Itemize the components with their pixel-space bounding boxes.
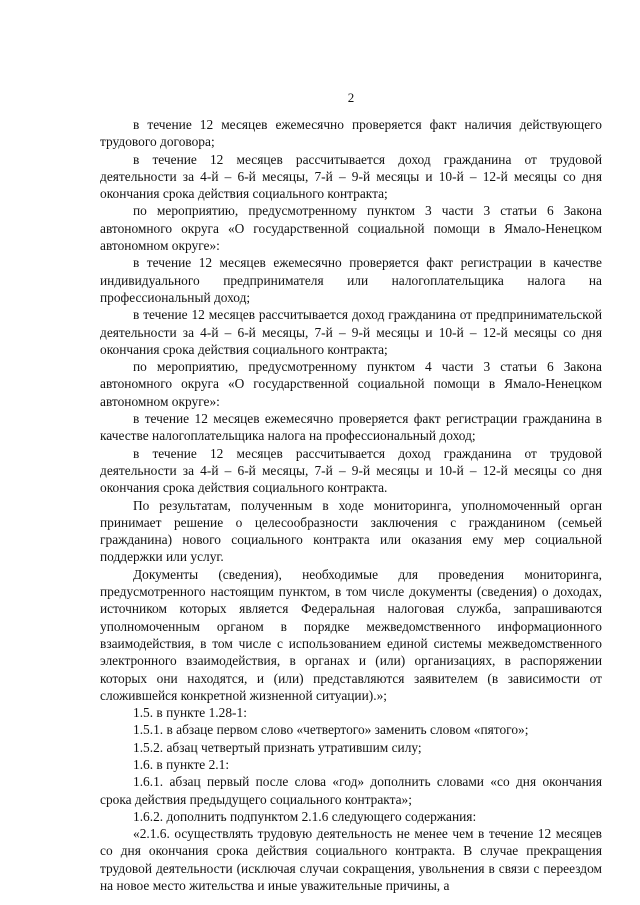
paragraph: по мероприятию, предусмотренному пунктом 4 части 3 статьи 6 Закона автономного округа «О государственной социальной помощи в Ямало-Ненецком автономном округе»: <box>100 359 602 409</box>
paragraph: «2.1.6. осуществлять трудовую деятельность не менее чем в течение 12 месяцев со дня окончания срока действия социального контракта. В случае прекращения трудовой деятельности (исключая случаи сокращения, увольнения в связи с переездом на новое место жительства и иные уважительные причины, а <box>100 826 602 894</box>
paragraph: 1.6.2. дополнить подпунктом 2.1.6 следующего содержания: <box>133 808 477 824</box>
paragraph: по мероприятию, предусмотренному пунктом 3 части 3 статьи 6 Закона автономного округа «О государственной социальной помощи в Ямало-Ненецком автономном округе»: <box>100 203 602 254</box>
paragraph: в течение 12 месяцев рассчитывается доход гражданина от трудовой деятельности за 4-й – 6-й месяцы, 7-й – 9-й месяцы и 10-й – 12-й месяцы со дня окончания срока действия социального контракта; <box>100 151 602 202</box>
page-number: 2 <box>347 90 355 105</box>
paragraph: 1.5.1. в абзаце первом слово «четвертого» заменить словом «пятого»; <box>133 722 529 738</box>
paragraph: Документы (сведения), необходимые для проведения мониторинга, предусмотренного настоящим пунктом, в том числе документы (сведения) о доходах, источником которых является Федеральная налоговая служба, запрашиваются уполномоченным органом в порядке межведомственного информационного взаимодействия, в том числе с использованием единой системы межведомственного электронного взаимодействия, в органах и (или) организациях, в распоряжении которых они находятся, и (или) представляются заявителем (в зависимости от сложившейся конкретной жизненной ситуации).»; <box>100 566 602 703</box>
paragraph: в течение 12 месяцев ежемесячно проверяется факт наличия действующего трудового договора; <box>100 117 602 150</box>
paragraph: 1.6.1. абзац первый после слова «год» дополнить словами «со дня окончания срока действия предыдущего социального контракта»; <box>100 774 602 807</box>
document-body <box>100 116 602 894</box>
paragraph: 1.6. в пункте 2.1: <box>133 756 230 772</box>
document-page <box>100 90 602 894</box>
paragraph: в течение 12 месяцев ежемесячно проверяется факт регистрации гражданина в качестве налогоплательщика налога на профессиональный доход; <box>100 411 602 444</box>
paragraph: в течение 12 месяцев рассчитывается доход гражданина от трудовой деятельности за 4-й – 6-й месяцы, 7-й – 9-й месяцы и 10-й – 12-й месяцы со дня окончания срока действия социального контракта. <box>100 445 602 496</box>
paragraph: 1.5. в пункте 1.28-1: <box>133 705 247 721</box>
paragraph: в течение 12 месяцев рассчитывается доход гражданина от предпринимательской деятельности за 4-й – 6-й месяцы, 7-й – 9-й месяцы и 10-й – 12-й месяцы со дня окончания срока действия социального контракта; <box>100 307 602 357</box>
paragraph: в течение 12 месяцев ежемесячно проверяется факт регистрации в качестве индивидуального предпринимателя или налогоплательщика налога на профессиональный доход; <box>100 255 602 305</box>
paragraph: 1.5.2. абзац четвертый признать утратившим силу; <box>133 739 422 755</box>
paragraph: По результатам, полученным в ходе мониторинга, уполномоченный орган принимает решение о целесообразности заключения с гражданином (семьей гражданина) нового социального контракта или оказания ему мер социальной поддержки или услуг. <box>100 497 602 565</box>
